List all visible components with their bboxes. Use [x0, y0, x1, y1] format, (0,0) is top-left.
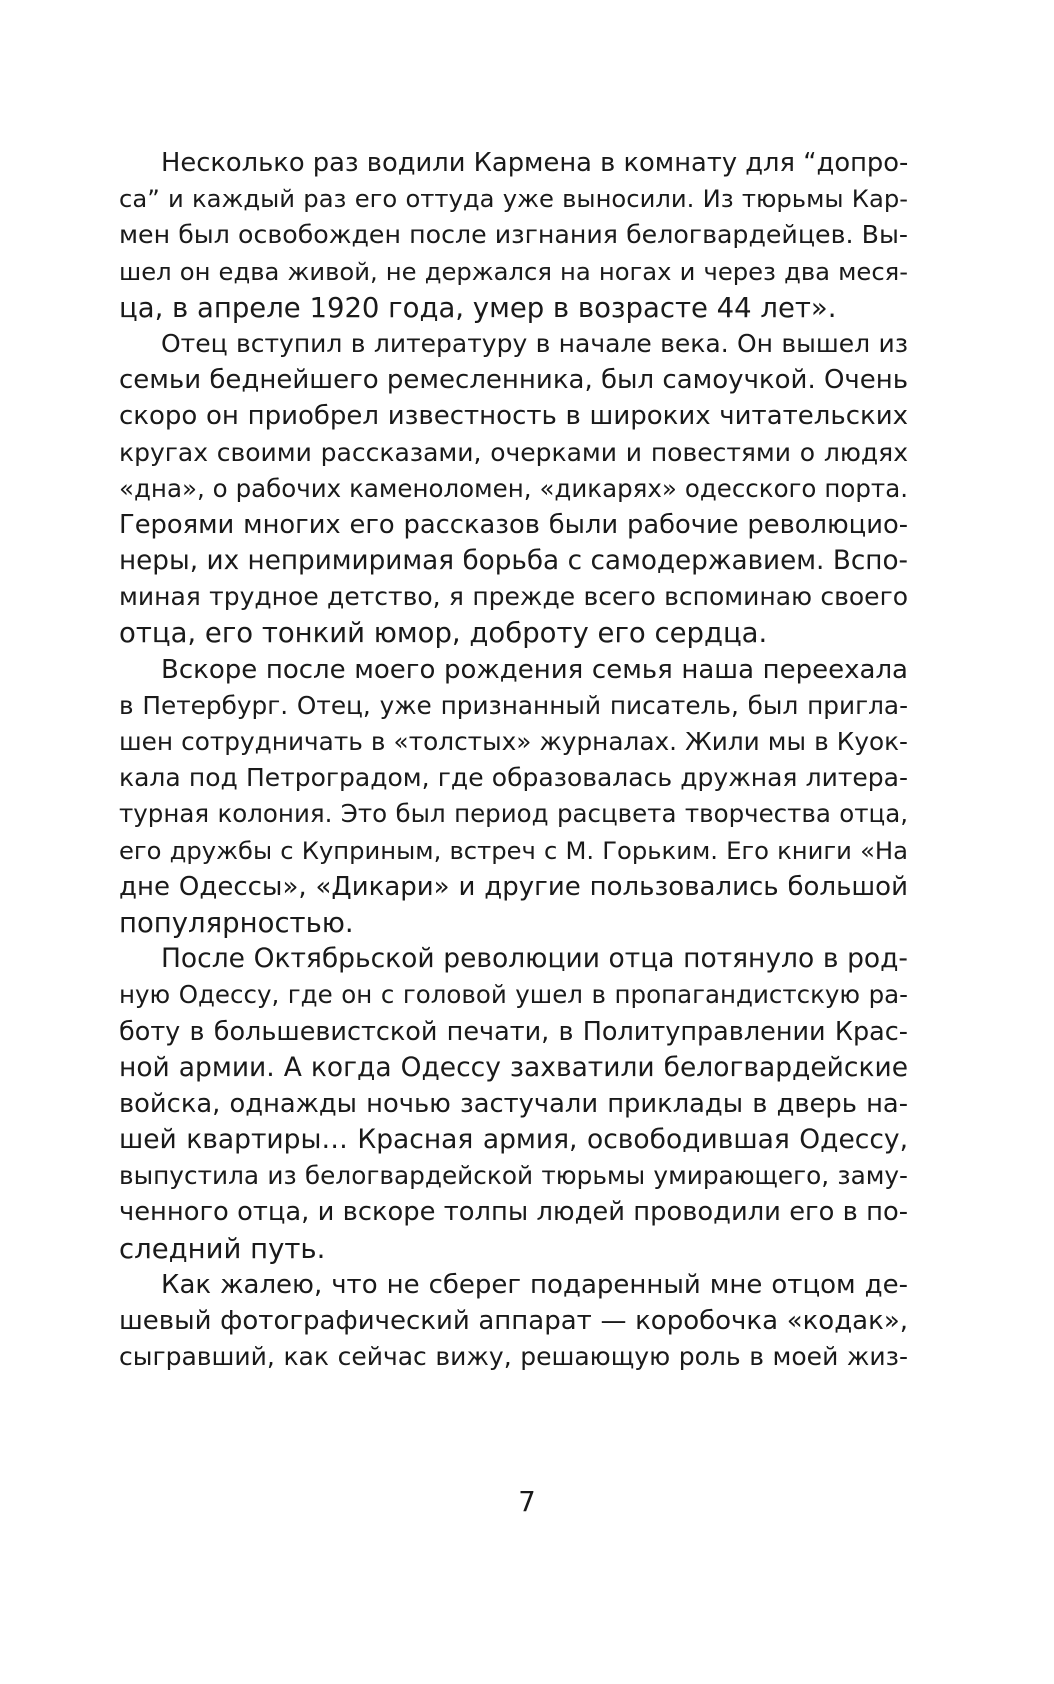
body-text — [119, 145, 908, 1375]
text-line: его дружбы с Куприным, встреч с М. Горьким. Его книги «На — [119, 835, 908, 865]
text-line: Героями многих его рассказов были рабочие революцио- — [119, 509, 908, 540]
text-line: Как жалею, что не сберег подаренный мне отцом де- — [161, 1269, 908, 1300]
text-line: скоро он приобрел известность в широких читательских — [119, 401, 908, 432]
text-line: дне Одессы», «Дикари» и другие пользовались большой — [119, 871, 908, 902]
text-line: шен сотрудничать в «толстых» журналах. Жили мы в Куок- — [119, 727, 908, 756]
text-line: «дна», о рабочих каменоломен, «дикарях» одесского порта. — [119, 473, 908, 503]
text-line: шел он едва живой, не держался на ногах и через два меся- — [119, 256, 908, 286]
page-number: 7 — [518, 1486, 536, 1518]
text-line: выпустила из белогвардейской тюрьмы умирающего, заму- — [119, 1161, 908, 1191]
text-line: Несколько раз водили Кармена в комнату для “допро- — [161, 148, 908, 178]
text-line: неры, их непримиримая борьба с самодержавием. Вспо- — [119, 546, 908, 577]
text-line: Вскоре после моего рождения семья наша переехала — [161, 654, 908, 685]
text-line: После Октябрьской революции отца потянуло в род- — [161, 943, 908, 975]
text-line: семьи беднейшего ремесленника, был самоучкой. Очень — [119, 365, 908, 396]
text-line: турная колония. Это был период расцвета творчества отца, — [119, 799, 908, 829]
text-line: шей квартиры… Красная армия, освободившая Одессу, — [119, 1124, 908, 1156]
text-line: миная трудное детство, я прежде всего вспоминаю своего — [119, 582, 908, 612]
text-line: войска, однажды ночью застучали приклады в дверь на- — [119, 1088, 908, 1119]
text-line: отца, его тонкий юмор, доброту его сердца. — [119, 617, 768, 650]
text-line: ченного отца, и вскоре толпы людей проводили его в по- — [119, 1197, 908, 1228]
text-line: сыгравший, как сейчас вижу, решающую роль в моей жиз- — [119, 1342, 908, 1372]
text-line: шевый фотографический аппарат — коробочка «кодак», — [119, 1306, 908, 1336]
text-line: популярностью. — [119, 906, 354, 939]
text-line: в Петербург. Отец, уже признанный писатель, был пригла- — [119, 690, 908, 720]
text-line: следний путь. — [119, 1232, 326, 1265]
text-line: ную Одессу, где он с головой ушел в пропагандистскую ра- — [119, 980, 908, 1010]
text-line: Отец вступил в литературу в начале века. Он вышел из — [161, 328, 908, 358]
text-line: боту в большевистской печати, в Политуправлении Крас- — [119, 1016, 908, 1047]
text-line: кругах своими рассказами, очерками и повестями о людях — [119, 437, 908, 467]
text-line: са” и каждый раз его оттуда уже выносили. Из тюрьмы Кар- — [119, 184, 908, 214]
text-line: ца, в апреле 1920 года, умер в возрасте 44 лет». — [119, 291, 837, 324]
text-line: кала под Петроградом, где образовалась дружная литера- — [119, 763, 908, 793]
text-line: ной армии. А когда Одессу захватили белогвардейские — [119, 1051, 908, 1083]
text-line: мен был освобожден после изгнания белогвардейцев. Вы- — [119, 220, 908, 250]
